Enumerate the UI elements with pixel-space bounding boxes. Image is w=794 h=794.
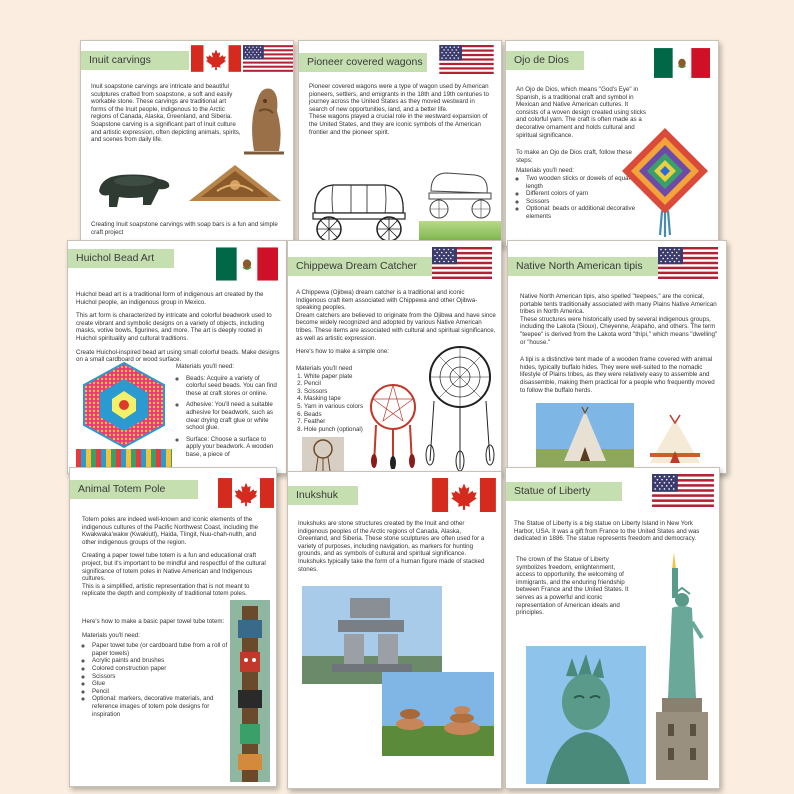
- card-inukshuk: [287, 471, 502, 789]
- materials-list: [296, 373, 376, 434]
- mexico-flag-icon: [654, 47, 710, 79]
- list-item: 3. Scissors: [304, 388, 376, 396]
- card-inuit-carvings: [80, 40, 294, 247]
- list-item: ◦ Beads: Acquire a variety of colorful seed beads. You can find these at craft stores or online.: [186, 375, 281, 398]
- list-item: 4. Masking tape: [304, 395, 376, 403]
- soapstone-bear-image: [89, 163, 174, 211]
- inukshuk-photo-image: [302, 586, 442, 684]
- list-item: ◦ Scissors: [526, 198, 646, 206]
- card-text: To make an Ojo de Dios craft, follow these steps:: [516, 149, 632, 164]
- materials-list: [176, 375, 281, 459]
- list-item: ◦ Two wooden sticks or dowels of equal length: [526, 175, 646, 190]
- card-title: Animal Totem Pole: [70, 480, 198, 499]
- list-item: 7. Feather: [304, 418, 376, 426]
- card-text: Native North American tipis, also spelled "teepees," are the conical, portable tents traditionally associated with many Plains Native American tribes in North America.: [520, 293, 717, 316]
- bead-art-image: [76, 361, 172, 449]
- card-text: Inuit soapstone carvings are intricate and beautiful sculptures crafted from soapstone, a soft and easily workable stone. These carvings are traditional art forms of the Inuit people, indigenous to the Arctic regions of Canada, Alaska, Greenland, and Siberia. Soapstone carving is a significant part of Inuit culture and artistic expression, often depicting animals, spirits, and scenes from daily life.: [91, 83, 241, 144]
- usa-flag-icon: [652, 474, 714, 507]
- canada-flag-icon: [218, 478, 274, 508]
- card-covered-wagons: [298, 40, 502, 247]
- liberty-statue-image: [646, 548, 716, 784]
- canada-flag-icon: [191, 45, 241, 72]
- usa-flag-icon: [658, 247, 718, 279]
- wagon-drawing-image: [303, 181, 415, 243]
- materials-list: [82, 642, 230, 718]
- card-text: Totem poles are indeed well-known and iconic elements of the indigenous cultures of the Pacific Northwest Coast, including the Kwakwaka'wakw (Kwakiutl), Haida, Tlingit, Nuu-chah-nulth, and other indigenous groups of the region.: [82, 516, 259, 546]
- card-text: These structures were historically used by several indigenous groups, including the Lakota (Sioux), Cheyenne, Arapaho, and others. The term "teepee" is derived from the Lakota word "thípi," which means "dwelling" or "house.": [520, 315, 718, 346]
- card-text: The Statue of Liberty is a big statue on Liberty Island in New York Harbor, USA. It was a gift from France to the United States and was dedicated in 1886. The statue represents freedom and democracy.: [514, 520, 700, 543]
- usa-flag-icon: [439, 45, 494, 74]
- list-item: 1. White paper plate: [304, 373, 376, 381]
- list-item: 8. Hole punch (optional): [304, 426, 376, 434]
- card-statue-of-liberty: [505, 467, 720, 789]
- card-text: Materials you'll need:: [516, 167, 574, 175]
- usa-flag-icon: [432, 247, 492, 279]
- tipi-photo-image: [536, 403, 634, 473]
- list-item: ◦ Optional: markers, decorative materials, and reference images of totem pole designs for inspiration: [92, 695, 230, 718]
- card-ojo-de-dios: [505, 40, 719, 247]
- list-item: ◦ Paper towel tube (or cardboard tube from a roll of paper towels): [92, 642, 230, 657]
- mexico-flag-icon: [216, 247, 278, 281]
- usa-flag-icon: [243, 45, 293, 72]
- soapstone-figure-image: [239, 81, 289, 156]
- card-text: A Chippewa (Ojibwa) dream catcher is a traditional and iconic Indigenous craft item associated with Chippewa and other Ojibwa-speaking peoples.: [296, 289, 478, 312]
- card-title: Ojo de Dios: [506, 51, 584, 70]
- card-title: Statue of Liberty: [506, 482, 622, 501]
- card-text: A tipi is a distinctive tent made of a wooden frame covered with animal hides, typically buffalo hides. They were well-suited to the nomadic lifestyle of Plains tribes, as they were relatively easy to assemble and disassemble, making them practical for a people who frequently moved to follow the buffalo herds.: [520, 356, 715, 394]
- list-item: ◦ Colored construction paper: [92, 665, 230, 673]
- card-title: Inuit carvings: [81, 51, 189, 70]
- card-text: Materials you'll need:: [82, 631, 140, 639]
- list-item: 6. Beads: [304, 411, 376, 419]
- card-huichol-bead-art: [67, 240, 287, 474]
- wagon-sketch-image: [417, 169, 497, 221]
- ojo-de-dios-image: [618, 123, 713, 238]
- list-item: ◦ Optional: beads or additional decorative elements: [526, 205, 646, 220]
- list-item: 5. Yarn in various colors: [304, 403, 376, 411]
- tipi-model-image: [640, 413, 710, 473]
- list-item: ◦ Different colors of yarn: [526, 190, 646, 198]
- totem-pole-image: [230, 600, 270, 782]
- red-dream-catcher-image: [368, 381, 418, 469]
- card-title: Pioneer covered wagons: [299, 53, 427, 72]
- card-text: An Ojo de Dios, which means "God's Eye" in Spanish, is a traditional craft and symbol in Mexican and Native American cultures. It consists of a woven design created using sticks and colorful yarn. The craft is often made as a decorative ornament and holds cultural and spiritual significance.: [516, 86, 647, 139]
- materials-title: Materials you'll need: [296, 365, 353, 372]
- list-item: 2. Pencil: [304, 380, 376, 388]
- card-text: This art form is characterized by intricate and colorful beadwork used to create vibrant and symbolic designs on a variety of objects, including masks, votive bowls, figurines, and more. The art is deeply rooted in Huichol spirituality and cultural traditions.: [76, 312, 272, 342]
- list-item: ◦ Surface: Choose a surface to apply your beadwork. A wooden base, a piece of: [186, 436, 281, 459]
- card-text: Creating Inuit soapstone carvings with soap bars is a fun and simple craft project: [91, 221, 278, 236]
- card-text: Create Huichol-inspired bead art using small colorful beads. Make designs on a small cardboard or wood surface.: [76, 348, 280, 364]
- list-item: ◦ Scissors: [92, 673, 230, 681]
- card-text: This is a simplified, artistic representation that is not meant to replicate the depth and complexity of traditional totem poles.: [82, 582, 250, 598]
- card-text: Inukshuks are stone structures created by the Inuit and other indigenous peoples of the Arctic regions of Canada, Alaska, Greenland, and Siberia. These stone sculptures are often used for a variety of purposes, including navigation, as markers for hunting grounds, and as symbols of cultural and spiritual significance. Inukshuks typically take the form of a human figure made of stacked stones.: [298, 520, 485, 573]
- soapstone-carving-image: [181, 159, 289, 207]
- card-text: The crown of the Statue of Liberty symbolizes freedom, enlightenment, access to opportunity, the welcoming of immigrants, and the enduring friendship between France and the United States. It serves as a powerful and iconic representation of American ideals and principles.: [516, 556, 629, 617]
- card-text: Creating a paper towel tube totem is a fun and educational craft project, but it's important to be mindful and respectful of the cultural significance of totem poles in Native American and Indigenous cultures.: [82, 552, 266, 583]
- sketch-dream-catcher-image: [422, 341, 498, 471]
- card-text: Dream catchers are believed to originate from the Ojibwa and have since become widely recognized and adopted by various Native American tribes. These items are associated with cultural and spiritual significance, as well as artistic expression.: [296, 311, 496, 342]
- card-title: Native North American tipis: [508, 257, 662, 276]
- materials-title: Materials you'll need:: [176, 363, 234, 370]
- card-text: Here's how to make a simple one:: [296, 348, 390, 356]
- list-item: ◦ Acrylic paints and brushes: [92, 657, 230, 665]
- dream-catcher-photo-image: [302, 437, 344, 473]
- card-title: Chippewa Dream Catcher: [288, 257, 434, 276]
- card-text: Huichol bead art is a traditional form of indigenous art created by the Huichol people, an indigenous group in Mexico.: [76, 291, 264, 306]
- card-text: These wagons played a crucial role in the westward expansion of the United States, and they are iconic symbols of the American frontier and the pioneer spirit.: [309, 113, 488, 136]
- card-tipis: [507, 240, 727, 474]
- card-text: Pioneer covered wagons were a type of wagon used by American pioneers, settlers, and emigrants in the 18th and 19th centuries to journey across the United States as they moved westward in search of new opportunities, land, and a better life.: [309, 83, 489, 113]
- card-title: Huichol Bead Art: [68, 249, 174, 268]
- list-item: ◦ Adhesive: You'll need a suitable adhesive for beadwork, such as clear drying craft glue or white school glue.: [186, 401, 281, 431]
- liberty-closeup-image: [526, 646, 646, 784]
- canada-flag-icon: [432, 478, 496, 512]
- card-totem-pole: [69, 467, 277, 787]
- card-title: Inukshuk: [288, 486, 358, 505]
- list-item: ◦ Glue: [92, 680, 230, 688]
- card-dream-catcher: [287, 240, 502, 474]
- card-text: Here's how to make a basic paper towel tube totem:: [82, 618, 225, 625]
- stone-stack-photo-image: [382, 672, 494, 756]
- list-item: ◦ Pencil: [92, 688, 230, 696]
